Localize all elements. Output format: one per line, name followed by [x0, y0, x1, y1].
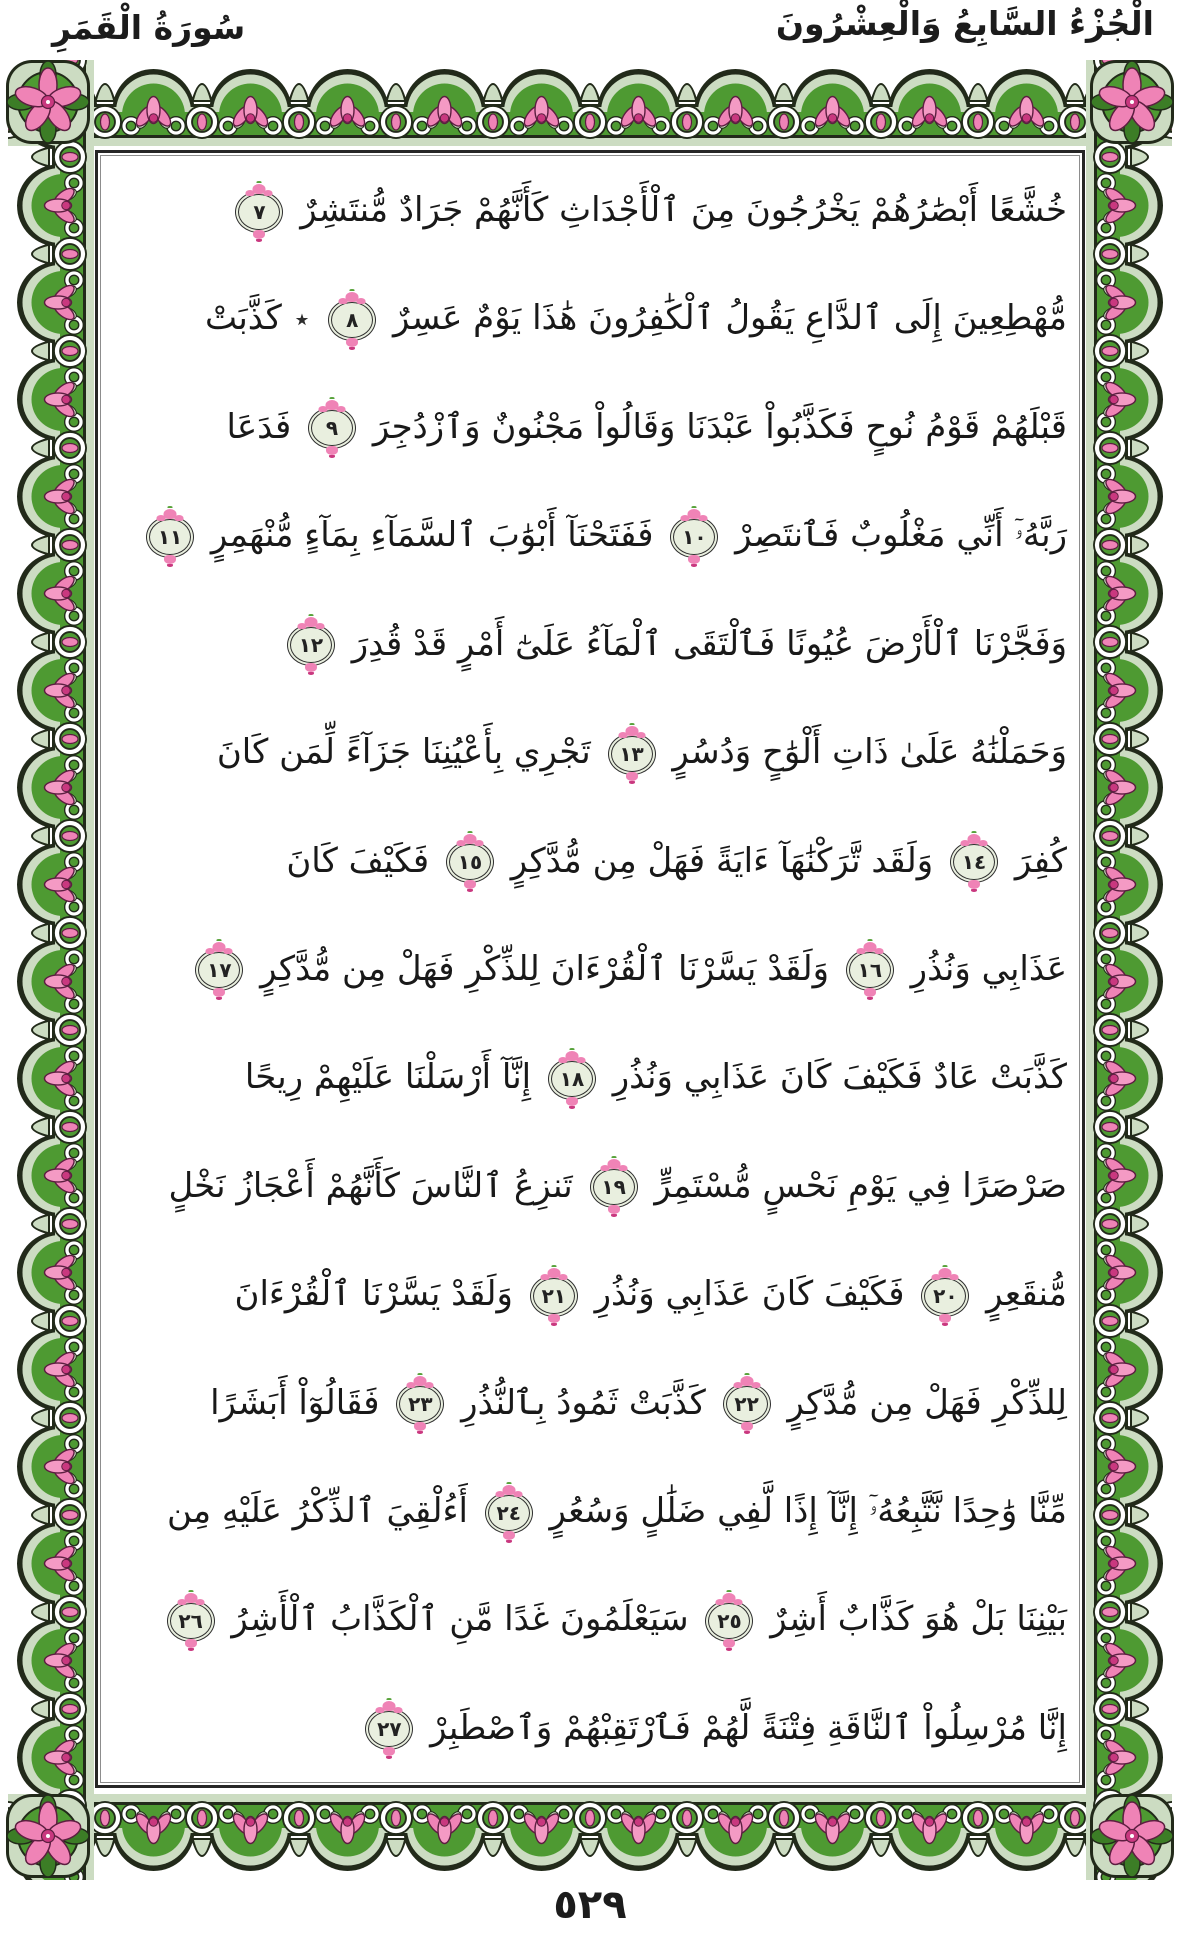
ayah-text: بَيْنِنَا بَلْ هُوَ كَذَّابٌ أَشِرٌ: [770, 1599, 1067, 1640]
quran-line: [113, 1569, 1067, 1669]
ayah-text: رَبَّهُۥٓ أَنِّي مَغْلُوبٌ فَٱنتَصِرْ: [735, 515, 1067, 556]
ayah-end-medallion-icon: [235, 191, 283, 233]
ayah-end-medallion-icon: [446, 841, 494, 883]
quran-line: [113, 268, 1067, 368]
border-top: [8, 60, 1172, 146]
ayah-text: سَيَعْلَمُونَ غَدًا مَّنِ ٱلْكَذَّابُ ٱلْأَشِرُ: [231, 1599, 689, 1640]
ayah-end-medallion-icon: [308, 407, 356, 449]
ayah-number: ١٨: [559, 1066, 585, 1091]
ayah-text: أَءُلْقِيَ ٱلذِّكْرُ عَلَيْهِ مِن: [166, 1491, 468, 1532]
ayah-end-medallion-icon: [365, 1708, 413, 1750]
ayah-text: فَقَالُوٓاْ أَبَشَرًا: [210, 1382, 380, 1423]
ayah-text: مُّنقَعِرٍ: [986, 1274, 1067, 1315]
quran-line: [113, 594, 1067, 694]
ayah-number: ١١: [157, 524, 183, 549]
quran-text: [113, 160, 1067, 1778]
ayah-text: كَذَّبَتْ: [204, 298, 282, 339]
ayah-number: ٢٤: [496, 1500, 521, 1525]
ayah-end-medallion-icon: [608, 733, 656, 775]
ayah-number: ٢٣: [408, 1392, 433, 1417]
ayah-text: خُشَّعًا أَبْصَٰرُهُمْ يَخْرُجُونَ مِنَ ٱلْأَجْدَاثِ كَأَنَّهُمْ جَرَادٌ مُّنتَشِرٌ: [300, 190, 1067, 230]
ayah-number: ١٤: [961, 850, 987, 875]
quran-line: [113, 1136, 1067, 1236]
quran-line: [113, 377, 1067, 477]
ayah-end-medallion-icon: [146, 516, 194, 558]
ayah-text: إِنَّا مُرْسِلُواْ ٱلنَّاقَةِ فِتْنَةً لَّهُمْ فَٱرْتَقِبْهُمْ وَٱصْطَبِرْ: [430, 1707, 1067, 1748]
ayah-text: وَفَجَّرْنَا ٱلْأَرْضَ عُيُونًا فَٱلْتَقَى ٱلْمَآءُ عَلَىٰٓ أَمْرٍ قَدْ قُدِرَ: [351, 623, 1067, 664]
ayah-text: فَفَتَحْنَآ أَبْوَٰبَ ٱلسَّمَآءِ بِمَآءٍ مُّنْهَمِرٍ: [210, 515, 654, 556]
corner-flower-icon: [1086, 56, 1178, 148]
ayah-number: ٨: [346, 307, 359, 332]
ayah-text: مِّنَّا وَٰحِدًا نَّتَّبِعُهُۥٓ إِنَّآ إِذًا لَّفِي ضَلَٰلٍ وَسُعُرٍ: [549, 1491, 1067, 1532]
ayah-text: كَذَّبَتْ عَادٌ فَكَيْفَ كَانَ عَذَابِي وَنُذُرِ: [612, 1057, 1067, 1098]
ayah-text: عَذَابِي وَنُذُرِ: [910, 948, 1067, 989]
ayah-number: ٢٦: [178, 1608, 203, 1633]
quran-line: [113, 1027, 1067, 1127]
ayah-text: تَجْرِي بِأَعْيُنِنَا جَزَآءً لِّمَن كَانَ: [216, 732, 591, 773]
quran-line: [113, 1244, 1067, 1344]
border-right: [1086, 60, 1172, 1880]
ayah-text: تَنزِعُ ٱلنَّاسَ كَأَنَّهُمْ أَعْجَازُ نَخْلٍ: [168, 1165, 573, 1206]
ayah-number: ٧: [253, 199, 266, 224]
ayah-text: فَكَيْفَ كَانَ عَذَابِي وَنُذُرِ: [594, 1274, 905, 1315]
ayah-end-medallion-icon: [530, 1275, 578, 1317]
ayah-end-medallion-icon: [705, 1600, 753, 1642]
ayah-end-medallion-icon: [921, 1275, 969, 1317]
ayah-text: وَلَقَد تَّرَكْنَٰهَآ ءَايَةً فَهَلْ مِن مُّدَّكِرٍ: [510, 840, 934, 881]
quran-line: [113, 702, 1067, 802]
ayah-text: قَبْلَهُمْ قَوْمُ نُوحٍ فَكَذَّبُواْ عَبْدَنَا وَقَالُواْ مَجْنُونٌ وَٱزْدُجِرَ: [372, 406, 1067, 447]
ayah-number: ١٩: [601, 1175, 626, 1200]
ayah-end-medallion-icon: [195, 949, 243, 991]
ayah-number: ٢٥: [717, 1608, 742, 1633]
ayah-number: ٩: [325, 416, 339, 441]
ayah-text: وَلَقَدْ يَسَّرْنَا ٱلْقُرْءَانَ: [234, 1274, 513, 1315]
ayah-text: فَدَعَا: [226, 406, 292, 447]
ayah-number: ٢٢: [734, 1392, 759, 1417]
page-number: ٥٢٩: [553, 1882, 627, 1928]
ayah-end-medallion-icon: [950, 841, 998, 883]
ayah-text: كَذَّبَتْ ثَمُودُ بِٱلنُّذُرِ: [461, 1382, 706, 1423]
ayah-end-medallion-icon: [548, 1058, 596, 1100]
border-left: [8, 60, 94, 1880]
ayah-number: ١٢: [298, 633, 324, 658]
ayah-end-medallion-icon: [287, 624, 335, 666]
quran-line: [113, 160, 1067, 260]
ayah-end-medallion-icon: [590, 1166, 638, 1208]
quran-line: [113, 1678, 1067, 1778]
quran-line: [113, 919, 1067, 1019]
ayah-number: ٢٠: [933, 1283, 958, 1308]
quran-line: [113, 1353, 1067, 1453]
ayah-number: ١٧: [207, 958, 232, 983]
ayah-number: ٢١: [541, 1283, 566, 1308]
ayah-text: مُّهْطِعِينَ إِلَى ٱلدَّاعِ يَقُولُ ٱلْكَٰفِرُونَ هَٰذَا يَوْمٌ عَسِرٌ: [393, 298, 1067, 339]
ayah-number: ١٣: [619, 741, 644, 766]
quran-line: [113, 485, 1067, 585]
ayah-end-medallion-icon: [846, 949, 894, 991]
ayah-text: وَحَمَلْنَٰهُ عَلَىٰ ذَاتِ أَلْوَٰحٍ وَدُسُرٍ: [672, 732, 1067, 773]
ayah-text: وَلَقَدْ يَسَّرْنَا ٱلْقُرْءَانَ لِلذِّكْرِ فَهَلْ مِن مُّدَّكِرٍ: [260, 948, 830, 989]
ayah-end-medallion-icon: [670, 516, 718, 558]
quran-line: [113, 1461, 1067, 1561]
ayah-text: فَكَيْفَ كَانَ: [286, 840, 430, 881]
surah-title: سُورَةُ الْقَمَرِ: [52, 8, 246, 47]
hizb-star-icon: ٭: [294, 303, 310, 335]
ayah-text: إِنَّآ أَرْسَلْنَا عَلَيْهِمْ رِيحًا: [244, 1057, 532, 1098]
ayah-end-medallion-icon: [167, 1600, 215, 1642]
juz-title: الْجُزْءُ السَّابِعُ وَالْعِشْرُونَ: [775, 4, 1154, 43]
ayah-end-medallion-icon: [723, 1383, 771, 1425]
ayah-number: ١٠: [682, 524, 707, 549]
corner-flower-icon: [2, 56, 94, 148]
ayah-number: ٢٧: [377, 1717, 402, 1742]
ayah-number: ١٦: [857, 958, 883, 983]
ayah-text: صَرْصَرًا فِي يَوْمِ نَحْسٍ مُّسْتَمِرٍّ: [654, 1165, 1067, 1206]
quran-line: [113, 811, 1067, 911]
ayah-number: ١٥: [457, 850, 483, 875]
ayah-end-medallion-icon: [485, 1492, 533, 1534]
ayah-text: لِلذِّكْرِ فَهَلْ مِن مُّدَّكِرٍ: [787, 1382, 1067, 1423]
ayah-end-medallion-icon: [396, 1383, 444, 1425]
corner-flower-icon: [1086, 1790, 1178, 1882]
border-bottom: [8, 1794, 1172, 1880]
ayah-end-medallion-icon: [328, 299, 376, 341]
corner-flower-icon: [2, 1790, 94, 1882]
ayah-text: كُفِرَ: [1014, 840, 1067, 881]
